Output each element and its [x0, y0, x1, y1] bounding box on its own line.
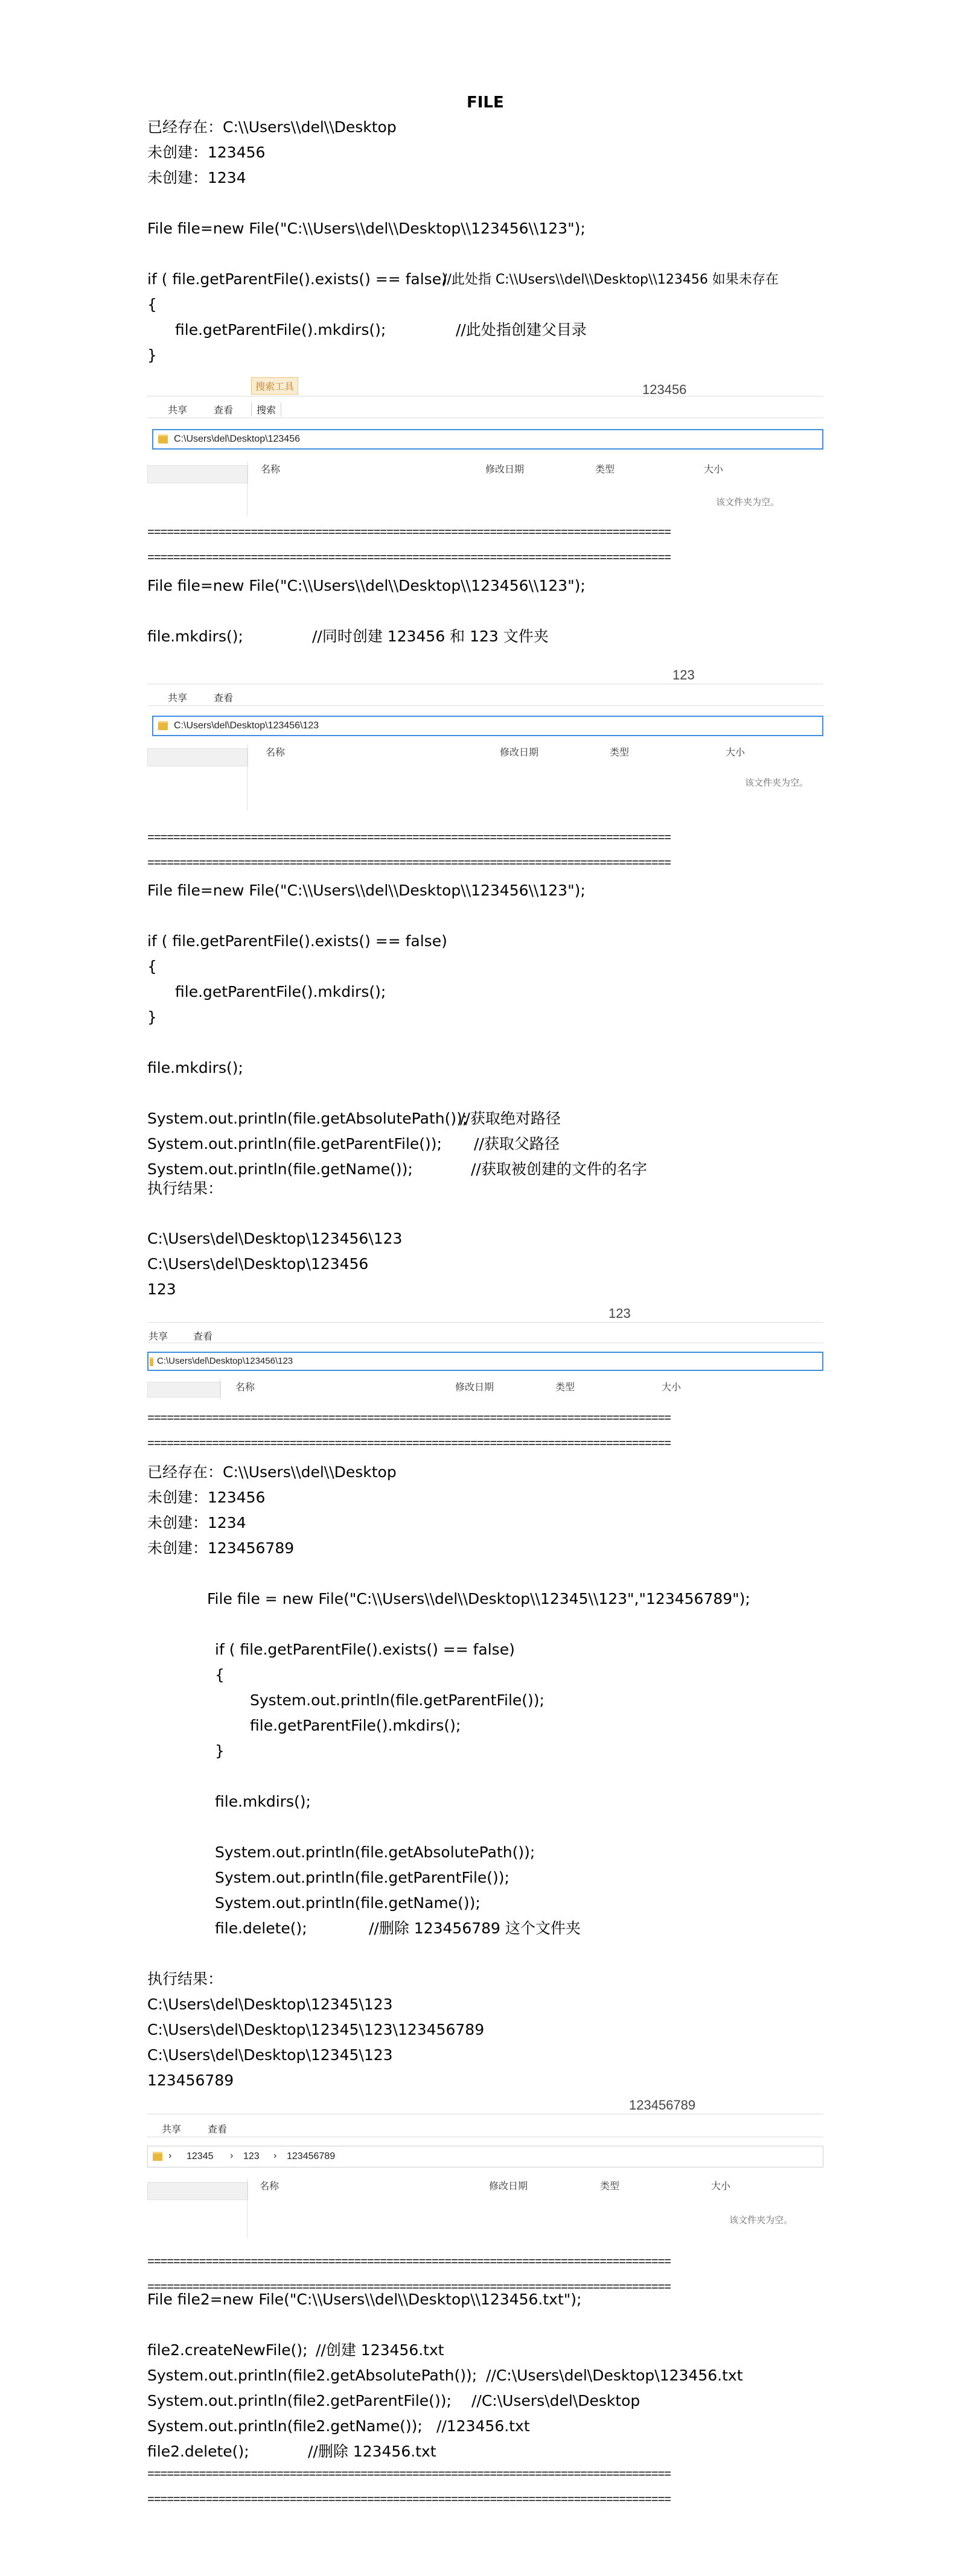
- code-line: }: [147, 1008, 157, 1026]
- code-line: {: [147, 296, 157, 313]
- separator: =================================================================================: [147, 858, 671, 870]
- code-line: File file2=new File("C:\\Users\\del\\Desktop\\123456.txt");: [147, 2291, 582, 2308]
- code-line: if ( file.getParentFile().exists() == false): [147, 270, 447, 288]
- code-comment: //获取被创建的文件的名字: [471, 1160, 647, 1178]
- col-type[interactable]: 类型: [595, 465, 615, 475]
- folder-icon: [158, 434, 168, 444]
- code-line: System.out.println(file.getAbsolutePath());: [147, 1110, 468, 1127]
- result-label: 执行结果：: [147, 1180, 223, 1197]
- address-text: C:\Users\del\Desktop\123456\123: [174, 720, 319, 731]
- address-text: C:\Users\del\Desktop\123456: [174, 434, 300, 444]
- result-line: C:\Users\del\Desktop\123456\123: [147, 1230, 403, 1247]
- breadcrumb-item[interactable]: 123456789: [287, 2151, 336, 2161]
- col-size[interactable]: 大小: [711, 2181, 731, 2192]
- code-line: System.out.println(file.getParentFile());: [147, 1135, 442, 1153]
- col-name[interactable]: 名称: [261, 465, 281, 475]
- code-line: System.out.println(file.getParentFile());: [215, 1869, 509, 1886]
- empty-folder-text: 该文件夹为空。: [745, 778, 809, 788]
- code-line: File file=new File("C:\\Users\\del\\Desktop\\123456\\123");: [147, 577, 586, 594]
- code-line: System.out.println(file.getName());: [147, 1160, 413, 1178]
- result-line: C:\Users\del\Desktop\12345\123\123456789: [147, 2021, 485, 2038]
- col-name[interactable]: 名称: [266, 748, 286, 758]
- result-line: 123: [147, 1280, 176, 1298]
- folder-title: 123: [672, 667, 695, 682]
- code-comment: //此处指 C:\\Users\\del\\Desktop\\123456 如果未存在: [442, 272, 779, 287]
- menu-share[interactable]: 共享: [162, 2125, 182, 2135]
- menu-share[interactable]: 共享: [148, 1332, 168, 1342]
- col-size[interactable]: 大小: [726, 748, 746, 758]
- code-comment: //删除 123456.txt: [308, 2443, 436, 2460]
- col-type[interactable]: 类型: [555, 1382, 575, 1393]
- col-date[interactable]: 修改日期: [485, 465, 525, 475]
- breadcrumb-separator-icon: ›: [168, 2151, 172, 2161]
- col-size[interactable]: 大小: [704, 465, 724, 475]
- code-line: System.out.println(file.getParentFile());: [250, 1691, 544, 1709]
- address-bar[interactable]: [152, 429, 823, 450]
- code-comment: //C:\Users\del\Desktop: [471, 2392, 640, 2409]
- menu-share[interactable]: 共享: [168, 693, 188, 704]
- code-comment: //C:\Users\del\Desktop\123456.txt: [486, 2367, 743, 2384]
- separator: =================================================================================: [147, 833, 671, 845]
- result-line: C:\Users\del\Desktop\12345\123: [147, 1996, 393, 2013]
- code-line: file.getParentFile().mkdirs();: [175, 321, 386, 339]
- menu-search[interactable]: 搜索: [251, 402, 281, 416]
- address-bar[interactable]: [147, 1352, 823, 1371]
- code-line: System.out.println(file2.getAbsolutePath());: [147, 2367, 477, 2384]
- breadcrumb-item[interactable]: 12345: [187, 2151, 214, 2161]
- code-comment: //获取父路径: [474, 1135, 560, 1153]
- text-line: 已经存在：C:\\Users\\del\\Desktop: [147, 1463, 397, 1481]
- col-size[interactable]: 大小: [662, 1382, 682, 1393]
- col-date[interactable]: 修改日期: [500, 748, 539, 758]
- code-line: file.mkdirs();: [147, 628, 243, 645]
- address-bar[interactable]: [152, 716, 823, 736]
- col-date[interactable]: 修改日期: [489, 2181, 528, 2192]
- code-line: System.out.println(file2.getParentFile());: [147, 2392, 452, 2409]
- code-line: {: [215, 1666, 225, 1684]
- code-line: file2.createNewFile();: [147, 2341, 308, 2359]
- code-line: file.getParentFile().mkdirs();: [250, 1717, 461, 1734]
- code-line: file.mkdirs();: [147, 1059, 243, 1077]
- separator: =================================================================================: [147, 2282, 671, 2294]
- text-line: 未创建：1234: [147, 169, 246, 186]
- address-bar[interactable]: [147, 2146, 823, 2167]
- code-line: file.mkdirs();: [215, 1793, 311, 1810]
- explorer-window: [147, 2094, 823, 2239]
- code-line: file.getParentFile().mkdirs();: [175, 983, 386, 1000]
- col-name[interactable]: 名称: [260, 2181, 279, 2192]
- breadcrumb-separator-icon: ›: [273, 2151, 277, 2161]
- code-line: System.out.println(file2.getName());: [147, 2417, 423, 2435]
- empty-folder-text: 该文件夹为空。: [716, 497, 780, 507]
- code-line: if ( file.getParentFile().exists() == false): [215, 1641, 515, 1658]
- separator: =================================================================================: [147, 2257, 671, 2269]
- search-tools-tab[interactable]: 搜索工具: [251, 377, 298, 395]
- separator: =================================================================================: [147, 553, 671, 565]
- code-line: {: [147, 958, 157, 975]
- result-line: 123456789: [147, 2072, 234, 2089]
- code-comment: //获取绝对路径: [460, 1110, 561, 1127]
- explorer-window: [147, 664, 823, 821]
- folder-title: 123: [608, 1306, 631, 1321]
- folder-icon: [153, 2152, 162, 2161]
- result-label: 执行结果：: [147, 1970, 223, 1988]
- col-type[interactable]: 类型: [610, 748, 630, 758]
- code-comment: //删除 123456789 这个文件夹: [369, 1919, 581, 1937]
- code-comment: //此处指创建父目录: [456, 321, 587, 339]
- menu-view[interactable]: 查看: [193, 1332, 213, 1342]
- explorer-window: [147, 377, 823, 516]
- code-comment: //同时创建 123456 和 123 文件夹: [312, 628, 549, 645]
- code-line: System.out.println(file.getAbsolutePath());: [215, 1843, 535, 1861]
- folder-title: 123456789: [629, 2097, 696, 2113]
- empty-folder-text: 该文件夹为空。: [729, 2215, 793, 2225]
- folder-icon: [150, 1357, 153, 1366]
- explorer-window: [147, 1303, 823, 1400]
- result-line: C:\Users\del\Desktop\123456: [147, 1255, 369, 1273]
- text-line: 未创建：123456: [147, 1489, 266, 1506]
- separator: =================================================================================: [147, 1413, 671, 1425]
- menu-share[interactable]: 共享: [168, 405, 188, 416]
- text-line: 未创建：123456789: [147, 1539, 295, 1557]
- result-line: C:\Users\del\Desktop\12345\123: [147, 2046, 393, 2064]
- menu-view[interactable]: 查看: [214, 405, 234, 416]
- menu-view[interactable]: 查看: [208, 2125, 228, 2135]
- code-line: }: [147, 346, 157, 364]
- col-date[interactable]: 修改日期: [455, 1382, 494, 1393]
- code-line: File file=new File("C:\\Users\\del\\Desktop\\123456\\123");: [147, 882, 586, 899]
- separator: =================================================================================: [147, 2469, 671, 2481]
- folder-title: 123456: [642, 382, 687, 397]
- folder-icon: [158, 721, 168, 730]
- code-comment: //123456.txt: [436, 2417, 530, 2435]
- code-comment: //创建 123456.txt: [316, 2341, 444, 2359]
- col-name[interactable]: 名称: [235, 1382, 255, 1393]
- code-line: System.out.println(file.getName());: [215, 1894, 481, 1912]
- text-line: 未创建：1234: [147, 1514, 246, 1531]
- separator: =================================================================================: [147, 527, 671, 539]
- page-title: FILE: [467, 94, 504, 112]
- col-type[interactable]: 类型: [600, 2181, 620, 2192]
- separator: =================================================================================: [147, 1439, 671, 1451]
- breadcrumb-separator-icon: ›: [230, 2151, 234, 2161]
- code-line: file2.delete();: [147, 2443, 249, 2460]
- text-line: 未创建：123456: [147, 144, 266, 161]
- separator: =================================================================================: [147, 2495, 671, 2507]
- text-line: 已经存在：C:\\Users\\del\\Desktop: [147, 118, 397, 136]
- address-text: C:\Users\del\Desktop\123456\123: [157, 1356, 293, 1366]
- breadcrumb-item[interactable]: 123: [243, 2151, 260, 2161]
- code-line: }: [215, 1742, 225, 1760]
- menu-view[interactable]: 查看: [214, 693, 234, 704]
- code-line: File file=new File("C:\\Users\\del\\Desktop\\123456\\123");: [147, 220, 586, 237]
- code-line: file.delete();: [215, 1919, 307, 1937]
- code-line: File file = new File("C:\\Users\\del\\Desktop\\12345\\123","123456789");: [207, 1590, 750, 1608]
- code-line: if ( file.getParentFile().exists() == false): [147, 932, 447, 950]
